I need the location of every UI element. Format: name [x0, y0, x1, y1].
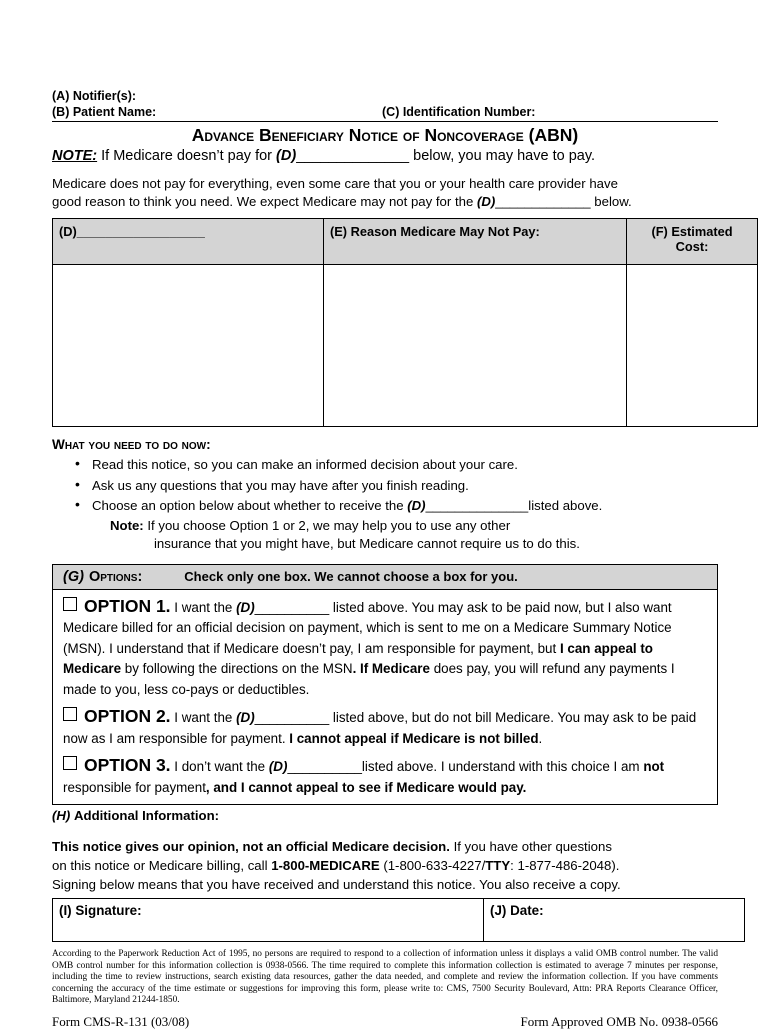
checkbox-option-2[interactable] [63, 707, 77, 721]
note-text-before: If Medicare doesn’t pay for [101, 148, 273, 164]
list-item: • Ask us any questions that you may have after you finish reading. [92, 476, 718, 496]
options-g-tag: (G) [63, 568, 84, 585]
option-1-t4: Summary Notice (MSN). I understand that if Medicare doesn’t pay, I am responsible for [63, 620, 672, 656]
option-3-t2: listed above. I understand with this choice [361, 759, 610, 774]
notifier-label: (A) Notifier(s): [52, 89, 137, 103]
bullet3-blank: ______________ [425, 498, 529, 513]
additional-information-label [52, 808, 718, 823]
option-3-t3c: responsible for payment [63, 779, 206, 795]
abn-form [52, 88, 733, 1030]
intro-line2-after: below. [594, 193, 632, 209]
option-2-t1: I want the [174, 710, 233, 725]
header-divider [52, 121, 718, 122]
paperwork-reduction-act-notice: According to the Paperwork Reduction Act of 1995, no persons are required to respond to a collection of information unless it displays a valid OMB control number. The valid OMB control number for this information collection is 0938-0566. The time required to complete this information collection is estimated to average 7 minutes per response, including the time to review instructions, search existing data resources, gather the data needed, and complete and review the information collection. If you have comments concerning the accuracy of the time estimate or suggestions for improving this form, please write to: CMS, 7500 Security Boulevard, Attn: PRA Reports Clearance Officer, Baltimore, Maryland 21244-1850. [52, 949, 718, 1006]
options-check-text: Check only one box. We cannot choose a box for you. [184, 568, 518, 584]
option-1-t5b: I can appeal to Medicare [63, 640, 653, 676]
note-label: NOTE: [52, 148, 98, 164]
column-header-f [627, 219, 758, 265]
intro-line2-before: good reason to think you need. We expect Medicare may not pay for the [52, 193, 474, 209]
option-1-t6: does pay, you will refund any payments I made to you, less co-pays or deductibles. [63, 661, 675, 697]
closing-line1a: This notice gives our opinion, not an official Medicare decision. [52, 839, 450, 854]
options-heading: Options: [88, 568, 143, 585]
column-header-e: (E) Reason Medicare May Not Pay: [324, 219, 627, 265]
note-blank: ______________ [296, 148, 410, 164]
footer [52, 1014, 718, 1030]
closing-line2d: TTY [485, 858, 511, 873]
option-3-t3a: I am [613, 759, 640, 774]
option-3-t1: I don’t want the [174, 759, 266, 774]
identification-number-label: (C) Identification Number: [382, 105, 536, 119]
patient-name-label: (B) Patient Name: [52, 105, 157, 119]
list-item: • Read this notice, so you can make an informed decision about your care. [92, 455, 718, 475]
page-title [52, 125, 718, 145]
option-1-d-tag: (D) [236, 599, 255, 615]
option-1-t5d: . If Medicare [352, 661, 430, 676]
closing-line2a: on this notice or Medicare billing, call [52, 858, 268, 873]
option-3 [63, 755, 707, 798]
footer-form-number: Form CMS-R-131 (03/08) [52, 1013, 190, 1029]
closing-line1b: If you have other questions [453, 839, 612, 854]
patient-id-row [52, 104, 718, 120]
closing-line2b: 1-800-MEDICARE [271, 858, 380, 873]
intro-d-tag: (D) [476, 193, 496, 209]
option-2-t3b: I cannot appeal if Medicare is not billed [289, 730, 539, 746]
cell-reason[interactable] [324, 265, 627, 427]
checkbox-option-1[interactable] [63, 597, 77, 611]
note-line [52, 147, 718, 166]
closing-paragraph [52, 837, 718, 894]
list-item [92, 496, 718, 516]
option-2-lead: OPTION 2. [84, 706, 171, 726]
option-3-d-tag: (D) [268, 759, 288, 774]
cell-description[interactable] [53, 265, 324, 427]
closing-line2c: (1-800-633-4227/ [383, 858, 486, 873]
option-3-t3b: not [643, 759, 665, 774]
checkbox-option-3[interactable] [63, 756, 77, 770]
intro-blank: _____________ [495, 193, 591, 209]
options-body [53, 590, 717, 805]
note-text-after: below, you may have to pay. [413, 148, 596, 164]
bullet3-d-tag: (D) [407, 498, 426, 513]
table-row [53, 265, 758, 427]
options-box [52, 564, 718, 806]
services-table [52, 218, 758, 427]
cell-estimated-cost[interactable] [627, 265, 758, 427]
signature-row [53, 899, 745, 942]
options-note-line2: insurance that you might have, but Medicare cannot require us to do this. [154, 535, 580, 551]
column-header-d: (D)__________________ [53, 219, 324, 265]
signature-field[interactable]: (I) Signature: [53, 899, 484, 942]
option-1-t2: listed above. You may ask to be paid now, but I [332, 599, 612, 615]
option-1-t5: payment, but [478, 640, 557, 656]
option-2-blank: __________ [254, 710, 330, 725]
options-header [53, 565, 717, 590]
bullet3-after: listed above. [528, 498, 603, 513]
intro-line1: Medicare does not pay for everything, even some care that you or your health care provider have [52, 176, 618, 191]
bullet3-before: Choose an option below about whether to receive the [92, 498, 404, 513]
what-you-need-heading: What you need to do now: [52, 437, 211, 452]
option-2-t3c: . [538, 730, 543, 746]
option-2 [63, 706, 707, 749]
option-3-lead: OPTION 3. [84, 755, 171, 775]
option-1-blank: __________ [254, 599, 330, 615]
signature-table [52, 898, 745, 942]
page-title-main: Advance Beneficiary Notice of Noncoverage [191, 125, 524, 145]
closing-line3: Signing below means that you have received and understand this notice. You also receive a copy. [52, 877, 621, 892]
option-3-t3d: , and [205, 779, 238, 795]
column-header-f-line1: (F) Estimated [651, 224, 733, 239]
what-you-need-list [52, 455, 718, 516]
option-3-blank: __________ [287, 759, 362, 774]
option-1-t1: I want the [174, 599, 233, 615]
additional-h-tag: (H) [52, 808, 71, 823]
option-3-t3e: I cannot appeal to see if Medicare would pay. [240, 779, 527, 795]
page-title-abbr: (ABN) [528, 125, 579, 145]
option-1-lead: OPTION 1. [84, 595, 171, 616]
column-header-f-line2: Cost: [675, 239, 709, 254]
services-table-header-row [53, 219, 758, 265]
option-2-t3: ask to be paid now as I am responsible for payment. [63, 710, 697, 746]
option-1-t5c: by following the directions on the MSN [124, 661, 353, 676]
footer-omb-number: Form Approved OMB No. 0938-0566 [520, 1013, 718, 1029]
date-field[interactable]: (J) Date: [484, 899, 745, 942]
closing-line2e: : 1-877-486-2048). [510, 858, 620, 873]
options-note-line1: If you choose Option 1 or 2, we may help you to use any other [147, 517, 511, 533]
options-note-label: Note: [110, 517, 144, 533]
note-d-tag: (D) [276, 148, 297, 164]
option-1 [63, 596, 707, 701]
options-note [52, 517, 718, 553]
option-2-t2: listed above, but do not bill Medicare. You may [332, 710, 610, 725]
intro-paragraph [52, 175, 718, 210]
notifier-row [52, 88, 718, 104]
additional-label-text: Additional Information: [73, 808, 220, 823]
option-1-t3: also want Medicare billed for an official decision on payment, which is sent to me on a Medicare [63, 599, 672, 635]
option-2-d-tag: (D) [236, 710, 255, 725]
